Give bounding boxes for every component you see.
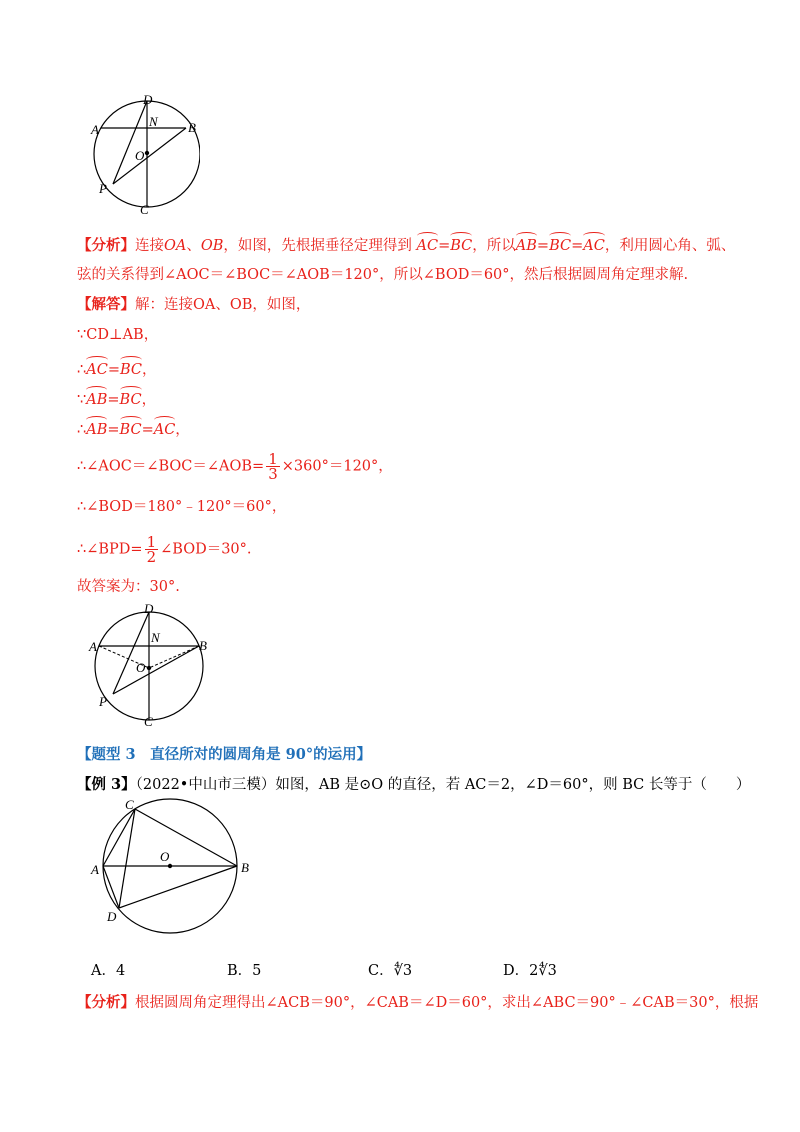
- arc-bc: BC: [450, 233, 472, 256]
- solution-1-step-1: ∵CD⊥AB，: [77, 327, 159, 343]
- section-heading: 【题型 3 直径所对的圆周角是 90°的运用】: [77, 746, 372, 763]
- label-C: C: [144, 714, 153, 728]
- label-O: O: [136, 660, 146, 675]
- solution-1-step-6: ∴∠BOD＝180°﹣120°＝60°，: [77, 499, 287, 515]
- figure-circle-3: [88, 797, 258, 935]
- solution-1-step-3: ∵AB=BC，: [77, 387, 156, 410]
- example-3-question: 【例 3】（2022•中山市三模）如图，AB 是⊙O 的直径，若 AC＝2，∠D＝60°，则 BC 长等于（ ）: [77, 776, 751, 793]
- analysis-3: 【分析】根据圆周角定理得出∠ACB＝90°，∠CAB＝∠D＝60°，求出∠ABC＝90°﹣∠CAB＝30°，根据: [77, 994, 759, 1011]
- solution-1-step-4: ∴AB=BC=AC，: [77, 417, 190, 440]
- label-A: A: [91, 862, 99, 877]
- analysis-1-line-1: 【分析】连接OA、OB，如图，先根据垂径定理得到 AC=BC，所以AB=BC=AC，利用圆心角、弧、: [77, 233, 735, 256]
- option-c[interactable]: C．∜3: [368, 963, 413, 979]
- label-P: P: [99, 181, 107, 196]
- label-O: O: [135, 148, 145, 163]
- label-D: D: [107, 909, 117, 924]
- option-a[interactable]: A．4: [91, 963, 126, 979]
- label-N: N: [151, 630, 160, 645]
- fraction-one-half: $\frac{1}{2}$: [146, 533, 157, 566]
- solution-1-step-5: ∴∠AOC＝∠BOC＝∠AOB= $\frac{1}{3}$ ×360°＝120°，: [77, 450, 393, 483]
- label-B: B: [241, 860, 249, 875]
- label-D: D: [144, 602, 154, 616]
- analysis-1-line-2: 弦的关系得到∠AOC＝∠BOC＝∠AOB＝120°，所以∠BOD＝60°，然后根据圆周角定理求解.: [77, 267, 689, 283]
- label-C: C: [140, 202, 149, 216]
- label-P: P: [99, 694, 107, 709]
- answer-1: 故答案为：30°.: [77, 579, 180, 595]
- label-B: B: [188, 120, 196, 135]
- label-B: B: [199, 638, 207, 653]
- solution-1-intro: 【解答】解：连接OA、OB，如图，: [77, 296, 311, 313]
- label-C: C: [125, 797, 134, 812]
- solution-1-step-7: ∴∠BPD= $\frac{1}{2}$ ∠BOD＝30°.: [77, 533, 252, 566]
- label-A: A: [91, 122, 99, 137]
- fraction-one-third: $\frac{1}{3}$: [268, 450, 278, 483]
- figure-circle-2: [88, 602, 210, 728]
- option-d[interactable]: D．2∜3: [503, 963, 557, 979]
- arc-ac: AC: [417, 233, 439, 256]
- solution-1-step-2: ∴AC=BC，: [77, 357, 157, 380]
- figure-circle-1: [88, 92, 200, 216]
- label-A: A: [89, 639, 97, 654]
- answer-options: [91, 961, 651, 981]
- label-N: N: [149, 114, 158, 129]
- option-b[interactable]: B．5: [227, 963, 262, 979]
- label-D: D: [143, 92, 153, 107]
- label-O: O: [160, 849, 170, 864]
